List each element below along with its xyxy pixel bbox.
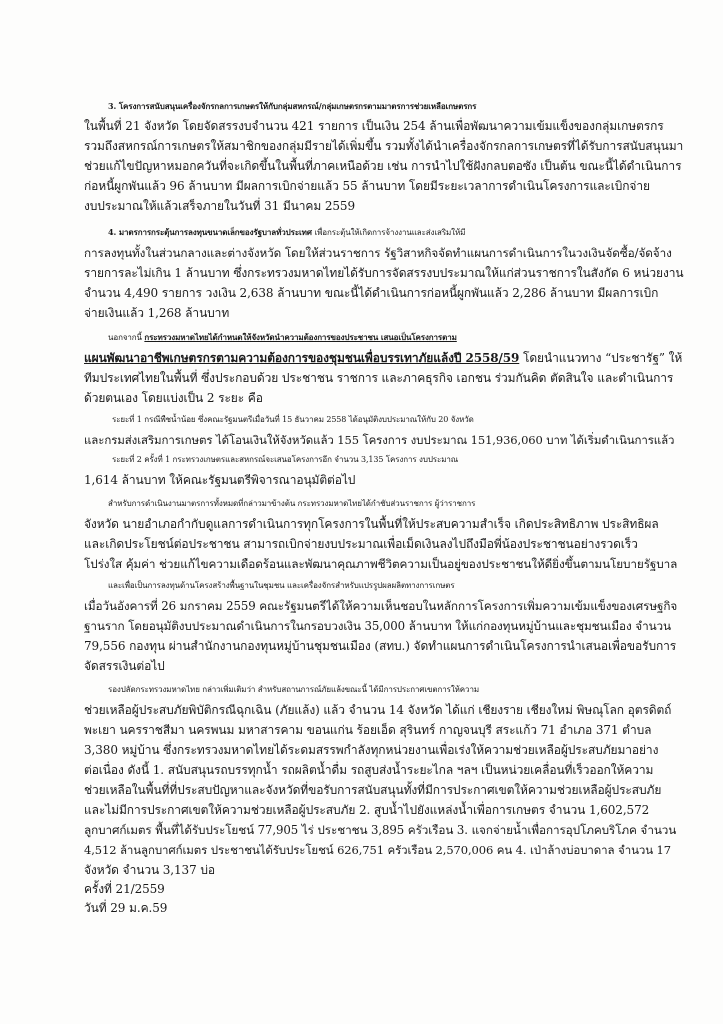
additional-line: นอกจากนี้ กระทรวงมหาดไทยได้กำหนดให้จังหวัดนำความต้องการของประชาชน เสนอเป็นโครงการตาม <box>108 332 457 342</box>
section-3-line: ก่อหนี้ผูกพันแล้ว 96 ล้านบาท มีผลการเบิกจ่ายแล้ว 55 ล้านบาท โดยมีระยะเวลาการดำเนินโครงการและเบิกจ่าย <box>84 179 650 193</box>
phase-line: 1,614 ล้านบาท ให้คณะรัฐมนตรีพิจารณาอนุมัติต่อไป <box>84 473 356 487</box>
operations-line: โปร่งใส คุ้มค่า ช่วยแก้ไขความเดือดร้อนและพัฒนาคุณภาพชีวิตความเป็นอยู่ของประชาชนให้ดียิ่งขึ้นตามนโยบายรัฐบาล <box>84 557 678 571</box>
additional-line: แผนพัฒนาอาชีพเกษตรกรตามความต้องการของชุมชนเพื่อบรรเทาภัยแล้งปี 2558/59 โดยนำแนวทาง “ประชารัฐ” ให้ <box>84 351 683 365</box>
section-3 <box>84 96 684 216</box>
issue-number: ครั้งที่ 21/2559 <box>84 882 165 896</box>
infrastructure-line: 79,556 กองทุน ผ่านสำนักงานกองทุนหมู่บ้านชุมชนเมือง (สทบ.) จัดทำแผนการดำเนินโครงการนำเสนอเพื่อขอรับการ <box>84 639 677 653</box>
section-3-line: ในพื้นที่ 21 จังหวัด โดยจัดสรรงบจำนวน 421 รายการ เป็นเงิน 254 ล้านเพื่อพัฒนาความเข้มแข็งของกลุ่มเกษตรกร <box>84 119 664 133</box>
section-additional <box>84 327 683 408</box>
infrastructure-line: และเพื่อเป็นการลงทุนด้านโครงสร้างพื้นฐานในชุมชน และเครื่องจักรสำหรับแปรรูปผลผลิตทางการเกษตร <box>108 581 455 590</box>
para-drought <box>84 680 677 880</box>
issue-date: วันที่ 29 ม.ค.59 <box>84 901 168 915</box>
operations-line: สำหรับการดำเนินงานมาตรการทั้งหมดที่กล่าวมาข้างต้น กระทรวงมหาดไทยได้กำชับส่วนราชการ ผู้ว่าราชการ <box>108 499 476 508</box>
drought-line: ช่วยเหลือในพื้นที่ที่ประสบปัญหาและจังหวัดที่ขอรับการสนับสนุนทั้งที่มีการประกาศเขตให้ความช่วยเหลือผู้ประสบภัย <box>84 783 662 797</box>
section-3-heading: 3. โครงการสนับสนุนเครื่องจักรกลการเกษตรให้กับกลุ่มสหกรณ์/กลุ่มเกษตรกรตามมาตรการช่วยเหลือเกษตรกร <box>108 101 477 111</box>
para-operations <box>84 494 678 574</box>
drought-line: พะเยา นครราชสีมา นครพนม มหาสารคาม ขอนแก่น ร้อยเอ็ด สุรินทร์ กาญจนบุรี สระแก้ว 71 อำเภอ 371 ตำบล <box>84 723 652 737</box>
phase-line: ระยะที่ 1 กรณีพืชน้ำน้อย ซึ่งคณะรัฐมนตรีเมื่อวันที่ 15 ธันวาคม 2558 ได้อนุมัติงบประมาณให้กับ 20 จังหวัด <box>112 415 474 424</box>
drought-line: ช่วยเหลือผู้ประสบภัยพิบัติกรณีฉุกเฉิน (ภัยแล้ง) แล้ว จำนวน 14 จังหวัด ได้แก่ เชียงราย เชียงใหม่ พิษณุโลก อุตรดิตถ์ <box>84 703 672 717</box>
drought-line: 3,380 หมู่บ้าน ซึ่งกระทรวงมหาดไทยได้ระดมสรรพกำลังทุกหน่วยงานเพื่อเร่งให้ความช่วยเหลือผู้ประสบภัยมาอย่าง <box>84 743 659 757</box>
section-4-line: การลงทุนทั้งในส่วนกลางและต่างจังหวัด โดยให้ส่วนราชการ รัฐวิสาหกิจจัดทำแผนการดำเนินการในวงเงินจัดซื้อ/จัดจ้าง <box>84 246 672 260</box>
drought-line: ลูกบาศก์เมตร พื้นที่ได้รับประโยชน์ 77,905 ไร่ ประชาชน 3,895 ครัวเรือน 3. แจกจ่ายน้ำเพื่อการอุปโภคบริโภค จำนวน <box>84 823 677 837</box>
section-4-line: จำนวน 4,490 รายการ วงเงิน 2,638 ล้านบาท ขณะนี้ได้ดำเนินการก่อหนี้ผูกพันแล้ว 2,286 ล้านบาท มีผลการเบิก <box>84 286 659 300</box>
section-3-line: งบประมาณให้แล้วเสร็จภายในวันที่ 31 มีนาคม 2559 <box>84 199 355 213</box>
section-3-line: รวมถึงสหกรณ์การเกษตรให้สมาชิกของกลุ่มมีรายได้เพิ่มขึ้น รวมทั้งได้นำเครื่องจักรกลการเกษตรที่ได้รับการสนับสนุนมา <box>84 139 684 153</box>
infrastructure-line: ฐานราก โดยอนุมัติงบประมาณดำเนินการในกรอบวงเงิน 35,000 ล้านบาท ให้แก่กองทุนหมู่บ้านและชุมชนเมือง จำนวน <box>84 619 671 633</box>
drought-line: และไม่มีการประกาศเขตให้ความช่วยเหลือผู้ประสบภัย 2. สูบน้ำไปยังแหล่งน้ำเพื่อการเกษตร จำนวน 1,602,572 <box>84 803 650 817</box>
para-infrastructure <box>84 576 678 676</box>
section-4-line: รายการละไม่เกิน 1 ล้านบาท ซึ่งกระทรวงมหาดไทยได้รับการจัดสรรงบประมาณให้แก่ส่วนราชการในสังกัด 6 หน่วยงาน <box>84 266 684 280</box>
infrastructure-line: เมื่อวันอังคารที่ 26 มกราคม 2559 คณะรัฐมนตรีได้ให้ความเห็นชอบในหลักการโครงการเพิ่มความเข้มแข็งของเศรษฐกิจ <box>84 599 678 613</box>
section-3-line: ช่วยแก้ไขปัญหาหมอกควันที่จะเกิดขึ้นในพื้นที่ภาคเหนือด้วย เช่น การนำไปใช้ฝังกลบตอซัง เป็นต้น ขณะนี้ได้ดำเนินการ <box>84 159 682 173</box>
additional-line: ทีมประเทศไทยในพื้นที่ ซึ่งประกอบด้วย ประชาชน ราชการ และภาคธุรกิจ เอกชน ร่วมกันคิด ตัดสินใจ และดำเนินการ <box>84 371 674 385</box>
drought-line: รองปลัดกระทรวงมหาดไทย กล่าวเพิ่มเติมว่า สำหรับสถานการณ์ภัยแล้งขณะนี้ ได้มีการประกาศเขตการให้ความ <box>108 685 480 694</box>
drought-line: ต่อเนื่อง ดังนี้ 1. สนับสนุนรถบรรทุกน้ำ รถผลิตน้ำดื่ม รถสูบส่งน้ำระยะไกล ฯลฯ เป็นหน่วยเคลื่อนที่เร็วออกให้ความ <box>84 763 654 777</box>
section-4-heading: 4. มาตรการกระตุ้นการลงทุนขนาดเล็กของรัฐบาลทั่วประเทศ เพื่อกระตุ้นให้เกิดการจ้างงานและส่งเสริมให้มี <box>108 227 466 237</box>
operations-line: จังหวัด นายอำเภอกำกับดูแลการดำเนินการทุกโครงการในพื้นที่ให้ประสบความสำเร็จ เกิดประสิทธิภาพ ประสิทธิผล <box>84 517 659 531</box>
section-4 <box>84 222 684 323</box>
drought-line: 4,512 ล้านลูกบาศก์เมตร ประชาชนได้รับประโยชน์ 626,751 ครัวเรือน 2,570,006 คน 4. เป่าล้างบ่อบาดาล จำนวน 17 <box>84 843 671 857</box>
phase-line: และกรมส่งเสริมการเกษตร ได้โอนเงินให้จังหวัดแล้ว 155 โครงการ งบประมาณ 151,936,060 บาท ได้เริ่มดำเนินการแล้ว <box>84 433 675 447</box>
infrastructure-line: จัดสรรเงินต่อไป <box>84 659 165 673</box>
additional-line: ด้วยตนเอง โดยแบ่งเป็น 2 ระยะ คือ <box>84 391 263 405</box>
drought-line: จังหวัด จำนวน 3,137 บ่อ <box>84 863 215 877</box>
document-footer <box>84 880 671 918</box>
phase-line: ระยะที่ 2 ครั้งที่ 1 กระทรวงเกษตรและสหกรณ์จะเสนอโครงการอีก จำนวน 3,135 โครงการ งบประมาณ <box>112 455 459 464</box>
phases <box>84 410 675 490</box>
section-4-line: จ่ายเงินแล้ว 1,268 ล้านบาท <box>84 306 230 320</box>
operations-line: และเกิดประโยชน์ต่อประชาชน สามารถเบิกจ่ายงบประมาณเพื่อเม็ดเงินลงไปถึงมือพี่น้องประชาชนอย่างรวดเร็ว <box>84 537 638 551</box>
